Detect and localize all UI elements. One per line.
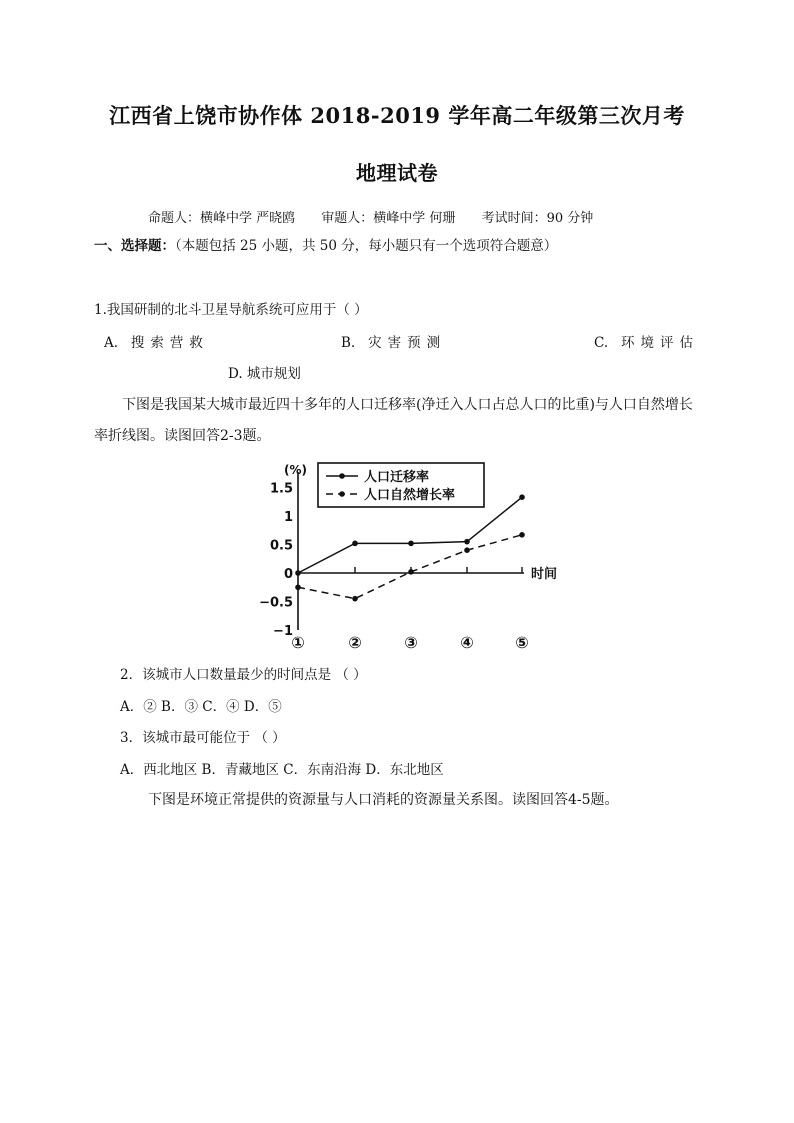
y-tick-label: −0.5: [259, 595, 293, 611]
data-point: [352, 596, 358, 602]
duration: 考试时间：90 分钟: [481, 211, 594, 226]
q1-option-d: D. 城市规划: [228, 366, 301, 382]
x-axis-label: 时间: [531, 567, 558, 582]
legend-marker-solid: [339, 473, 345, 479]
exam-subject: 地理试卷: [356, 161, 438, 185]
q1-option-c: [594, 331, 699, 351]
data-point: [464, 539, 470, 545]
x-category-label: ④: [460, 633, 474, 652]
y-unit-label: (%): [284, 463, 307, 477]
legend-label: 人口迁移率: [364, 470, 430, 485]
q1-option-c-text: 环境评估: [621, 335, 700, 351]
data-point: [408, 541, 414, 547]
q1-option-b: [341, 331, 446, 351]
intro1-line2: 率折线图。读图回答2-3题。: [94, 428, 271, 444]
legend-marker-dashed: [339, 491, 345, 497]
q2-stem: 2．该城市人口数量最少的时间点是 （ ）: [120, 667, 367, 683]
y-tick-label: −1: [273, 624, 293, 639]
q1-option-b-text: 灾害预测: [368, 335, 447, 351]
q2-options: A．② B．③ C．④ D．⑤: [120, 699, 282, 715]
section-note: （本题包括 25 小题，共 50 分，每小题只有一个选项符合题意）: [175, 238, 558, 254]
legend-label: 人口自然增长率: [364, 488, 456, 503]
q1-stem: 1.我国研制的北斗卫星导航系统可应用于（ ）: [94, 302, 368, 318]
q3-options: A．西北地区 B．青藏地区 C．东南沿海 D．东北地区: [120, 762, 444, 778]
q1-option-a-letter: A.: [104, 335, 119, 351]
data-point: [295, 584, 301, 590]
x-category-label: ⑤: [515, 633, 529, 652]
exam-meta: [148, 207, 615, 226]
section-label: 一、选择题：: [94, 238, 175, 254]
data-point: [519, 532, 525, 538]
q1-option-a: [104, 331, 209, 351]
y-tick-label: 0.5: [269, 538, 293, 554]
q1-option-c-letter: C.: [594, 335, 609, 351]
intro2: 下图是环境正常提供的资源量与人口消耗的资源量关系图。读图回答4-5题。: [148, 792, 619, 808]
data-point: [295, 570, 301, 576]
author: 命题人：横峰中学 严晓鸥: [148, 211, 296, 226]
intro1-line1: 下图是我国某大城市最近四十多年的人口迁移率(净迁入人口占总人口的比重)与人口自然增长: [122, 397, 693, 413]
q1-option-b-letter: B.: [341, 335, 356, 351]
data-point: [408, 569, 414, 575]
data-point: [519, 494, 525, 500]
exam-title: 江西省上饶市协作体 2018-2019 学年高二年级第三次月考: [109, 103, 685, 128]
series-line-1: [298, 497, 522, 573]
x-category-label: ②: [348, 633, 362, 652]
x-category-label: ①: [291, 633, 305, 652]
y-tick-label: 0: [283, 567, 293, 582]
data-point: [464, 547, 470, 553]
section-heading: [94, 234, 557, 254]
x-category-label: ③: [404, 633, 418, 652]
q1-option-a-text: 搜索营救: [130, 335, 209, 351]
population-chart: [259, 458, 590, 658]
data-point: [352, 541, 358, 547]
q3-stem: 3．该城市最可能位于 （ ）: [120, 730, 286, 746]
y-tick-label: 1: [283, 510, 293, 525]
reviewer: 审题人：横峰中学 何珊: [321, 211, 456, 226]
y-tick-label: 1.5: [269, 481, 293, 497]
